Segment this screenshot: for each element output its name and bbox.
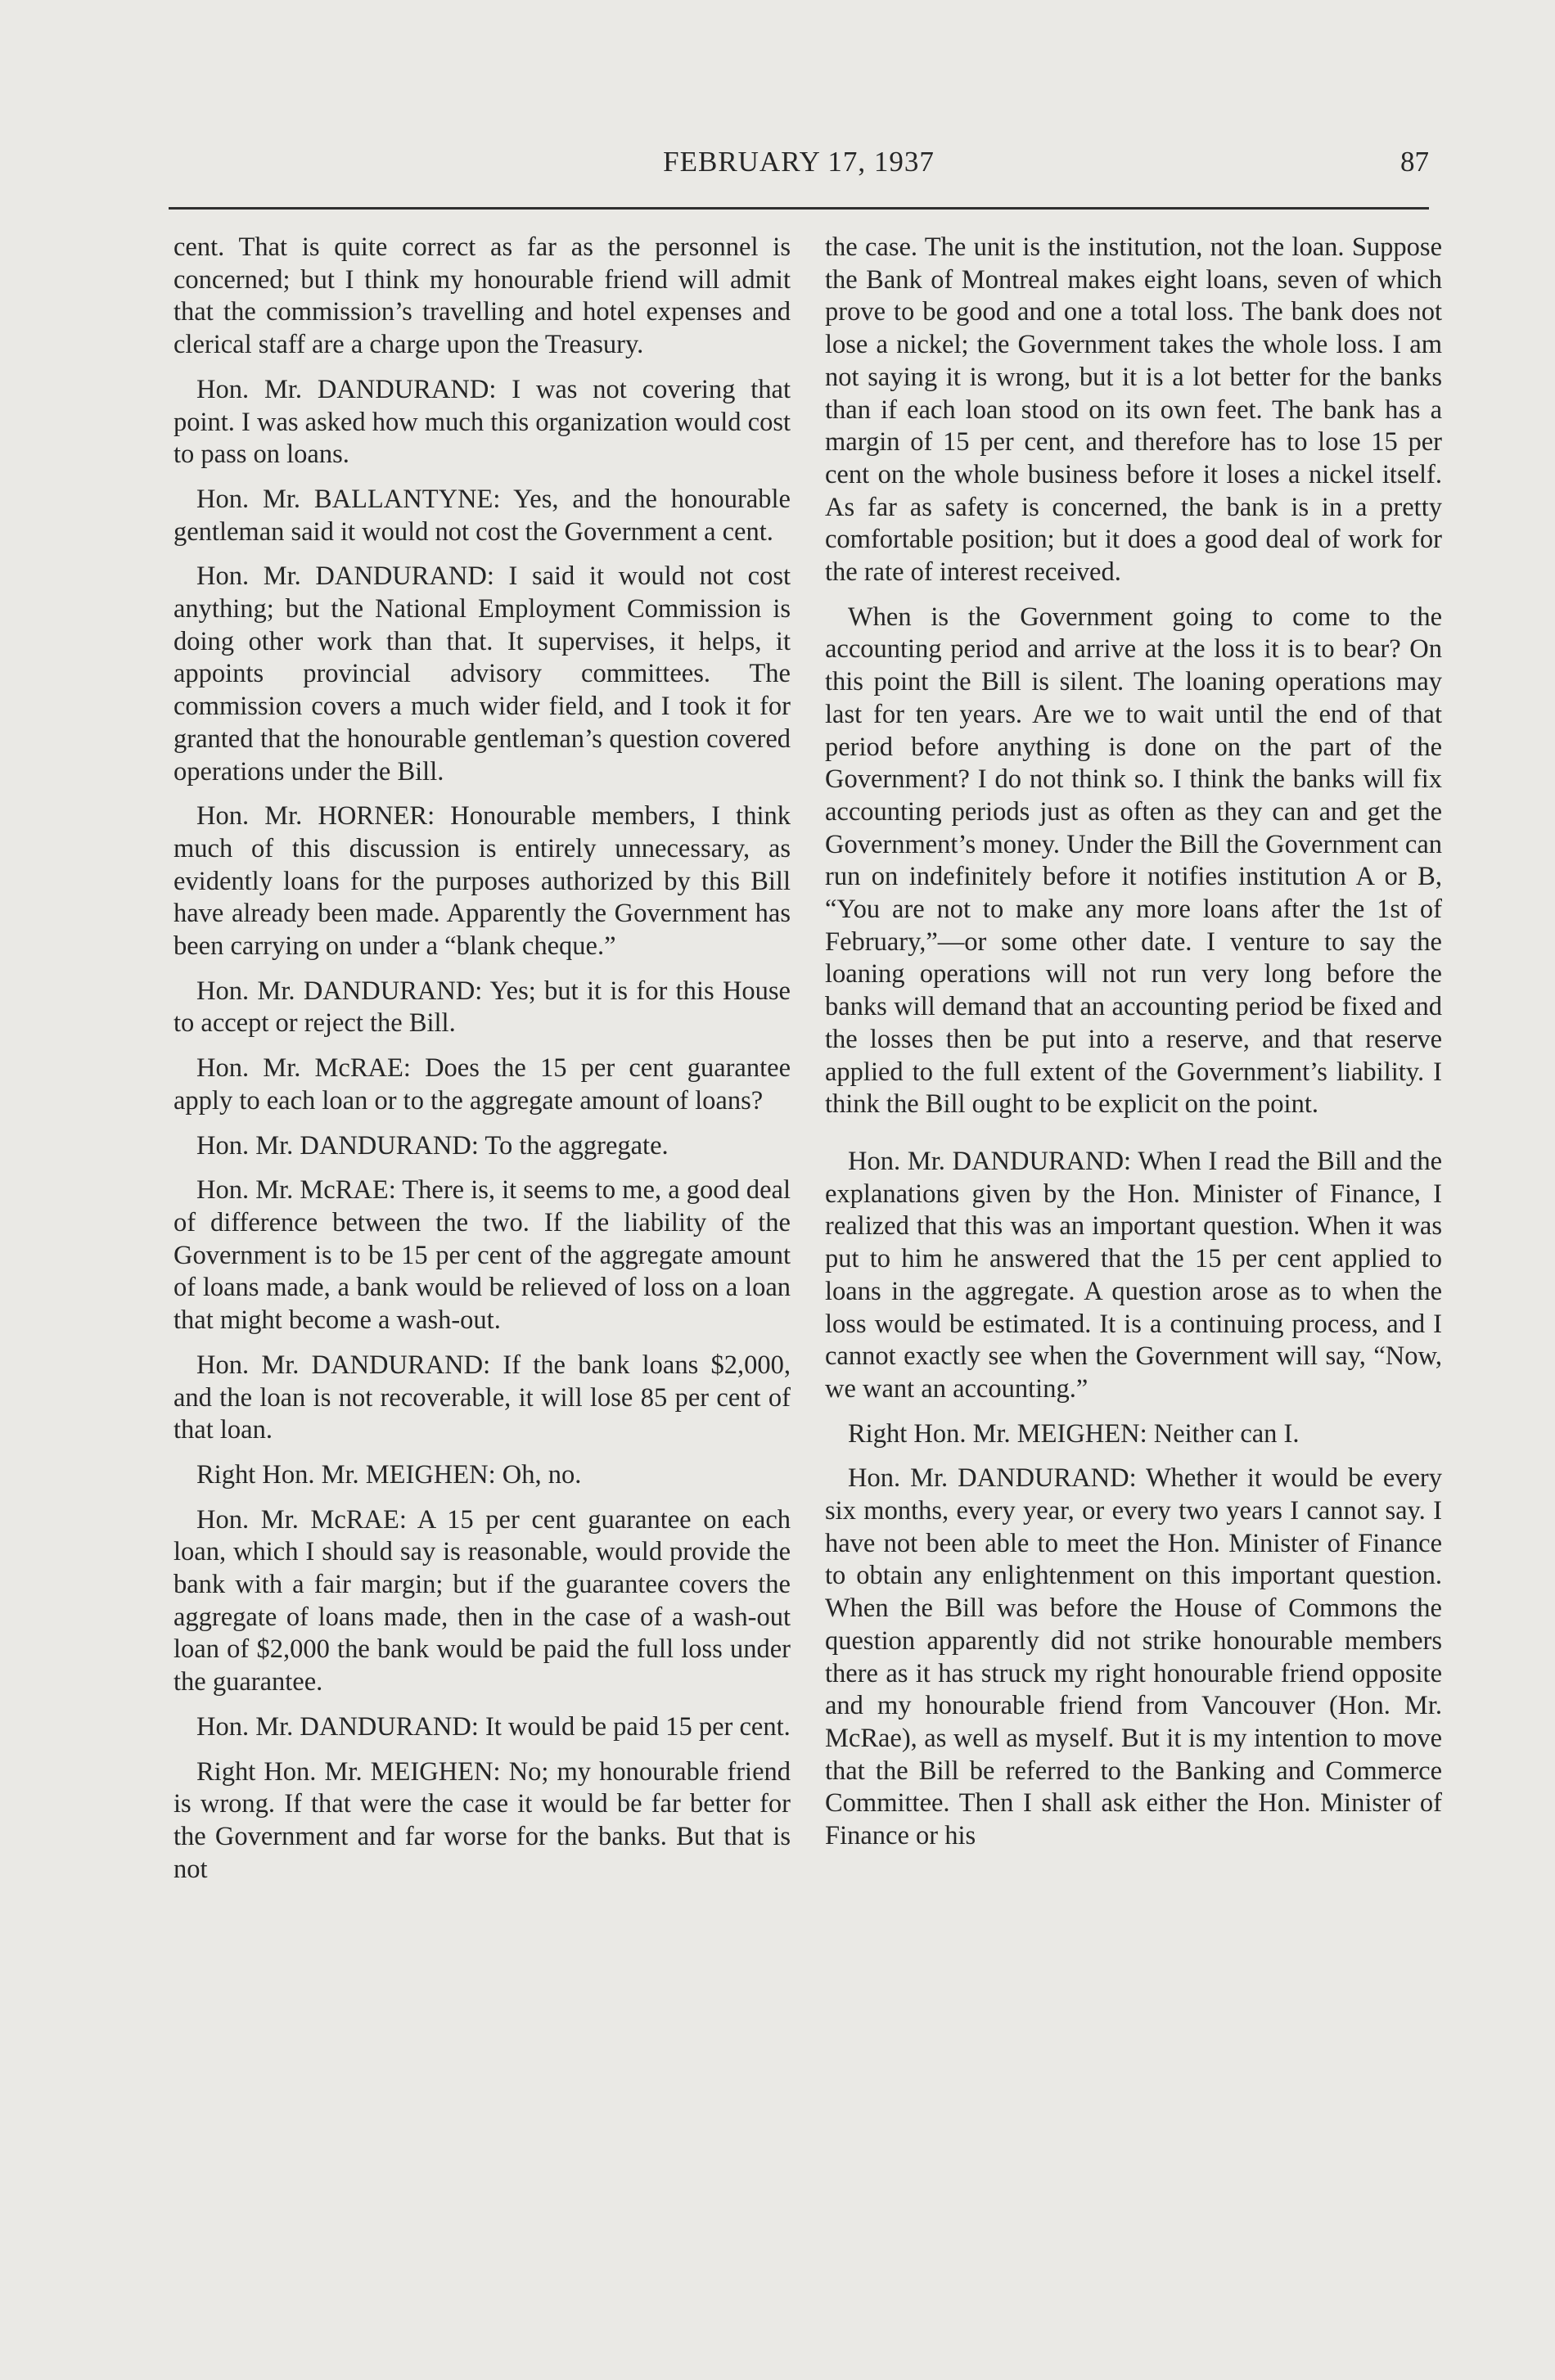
paragraph: Hon. Mr. BALLANTYNE: Yes, and the honourable gentleman said it would not cost the Government a cent. xyxy=(174,484,791,547)
paragraph: Hon. Mr. DANDURAND: Yes; but it is for this House to accept or reject the Bill. xyxy=(174,976,791,1039)
paragraph: Right Hon. Mr. MEIGHEN: Oh, no. xyxy=(196,1459,582,1490)
paragraph: Hon. Mr. DANDURAND: If the bank loans $2,000, and the loan is not recoverable, it will lose 85 per cent of that loan. xyxy=(174,1350,791,1445)
paragraph: Hon. Mr. DANDURAND: To the aggregate. xyxy=(196,1130,669,1161)
paragraph: Right Hon. Mr. MEIGHEN: Neither can I. xyxy=(848,1418,1300,1449)
paragraph: Hon. Mr. McRAE: There is, it seems to me, a good deal of difference between the two. If the liability of the Government is to be 15 per cent of the aggregate amount of loans made, a bank would be relieved of loss on a loan that might become a wash-out. xyxy=(174,1175,791,1336)
paragraph: Hon. Mr. DANDURAND: Whether it would be every six months, every year, or every two years I cannot say. I have not been able to meet the Hon. Minister of Finance to obtain any enlightenment on this important question. When the Bill was before the House of Commons the question apparently did not strike honourable members there as it has struck my right honourable friend opposite and my honourable friend from Vancouver (Hon. Mr. McRae), as well as myself. But it is my intention to move that the Bill be referred to the Banking and Commerce Committee. Then I shall ask either the Hon. Minister of Finance or his xyxy=(825,1463,1442,1851)
paragraph: Right Hon. Mr. MEIGHEN: No; my honourable friend is wrong. If that were the case it would be far better for the Government and far worse for the banks. But that is not xyxy=(174,1756,791,1884)
left-column xyxy=(174,232,791,1898)
page-number: 87 xyxy=(1400,146,1429,178)
header-date: FEBRUARY 17, 1937 xyxy=(663,146,935,178)
paragraph: Hon. Mr. HORNER: Honourable members, I think much of this discussion is entirely unnecessary, as evidently loans for the purposes authorized by this Bill have already been made. Apparently the Government has been carrying on under a “blank cheque.” xyxy=(174,801,791,962)
paragraph: Hon. Mr. DANDURAND: It would be paid 15 per cent. xyxy=(196,1711,791,1742)
right-column xyxy=(825,232,1442,1865)
paragraph: Hon. Mr. DANDURAND: I said it would not cost anything; but the National Employment Commission is doing other work than that. It supervises, it helps, it appoints provincial advisory committees. The commission covers a much wider field, and I took it for granted that the honourable gentleman’s question covered operations under the Bill. xyxy=(174,561,791,787)
paragraph: Hon. Mr. DANDURAND: I was not covering that point. I was asked how much this organization would cost to pass on loans. xyxy=(174,374,791,470)
paragraph: cent. That is quite correct as far as the personnel is concerned; but I think my honourable friend will admit that the commission’s travelling and hotel expenses and clerical staff are a charge upon the Treasury. xyxy=(174,232,791,360)
page-header xyxy=(169,146,1429,187)
paragraph: Hon. Mr. McRAE: A 15 per cent guarantee on each loan, which I should say is reasonable, would provide the bank with a fair margin; but if the guarantee covers the aggregate of loans made, then in the case of a wash-out loan of $2,000 the bank would be paid the full loss under the guarantee. xyxy=(174,1504,791,1697)
header-rule xyxy=(169,207,1429,210)
paragraph: When is the Government going to come to the accounting period and arrive at the loss it is to bear? On this point the Bill is silent. The loaning operations may last for ten years. Are we to wait until the end of that period before anything is done on the part of the Government? I do not think so. I think the banks will fix accounting periods just as often as they can and get the Government’s money. Under the Bill the Government can run on indefinitely before it notifies institution A or B, “You are not to make any more loans after the 1st of February,”—or some other date. I venture to say the loaning operations will not run very long before the banks will demand that an accounting period be fixed and the losses then be put into a reserve, and that reserve applied to the full extent of the Government’s liability. I think the Bill ought to be explicit on the point. xyxy=(825,602,1442,1120)
paragraph: Hon. Mr. DANDURAND: When I read the Bill and the explanations given by the Hon. Minister of Finance, I realized that this was an important question. When it was put to him he answered that the 15 per cent applied to loans in the aggregate. A question arose as to when the loss would be estimated. It is a continuing process, and I cannot exactly see when the Government will say, “Now, we want an accounting.” xyxy=(825,1146,1442,1404)
paragraph: Hon. Mr. McRAE: Does the 15 per cent guarantee apply to each loan or to the aggregate amount of loans? xyxy=(174,1053,791,1116)
paragraph: the case. The unit is the institution, not the loan. Suppose the Bank of Montreal makes eight loans, seven of which prove to be good and one a total loss. The bank does not lose a nickel; the Government takes the whole loss. I am not saying it is wrong, but it is a lot better for the banks than if each loan stood on its own feet. The bank has a margin of 15 per cent, and therefore has to lose 15 per cent on the whole business before it loses a nickel itself. As far as safety is concerned, the bank is in a pretty comfortable position; but it does a good deal of work for the rate of interest received. xyxy=(825,232,1442,588)
